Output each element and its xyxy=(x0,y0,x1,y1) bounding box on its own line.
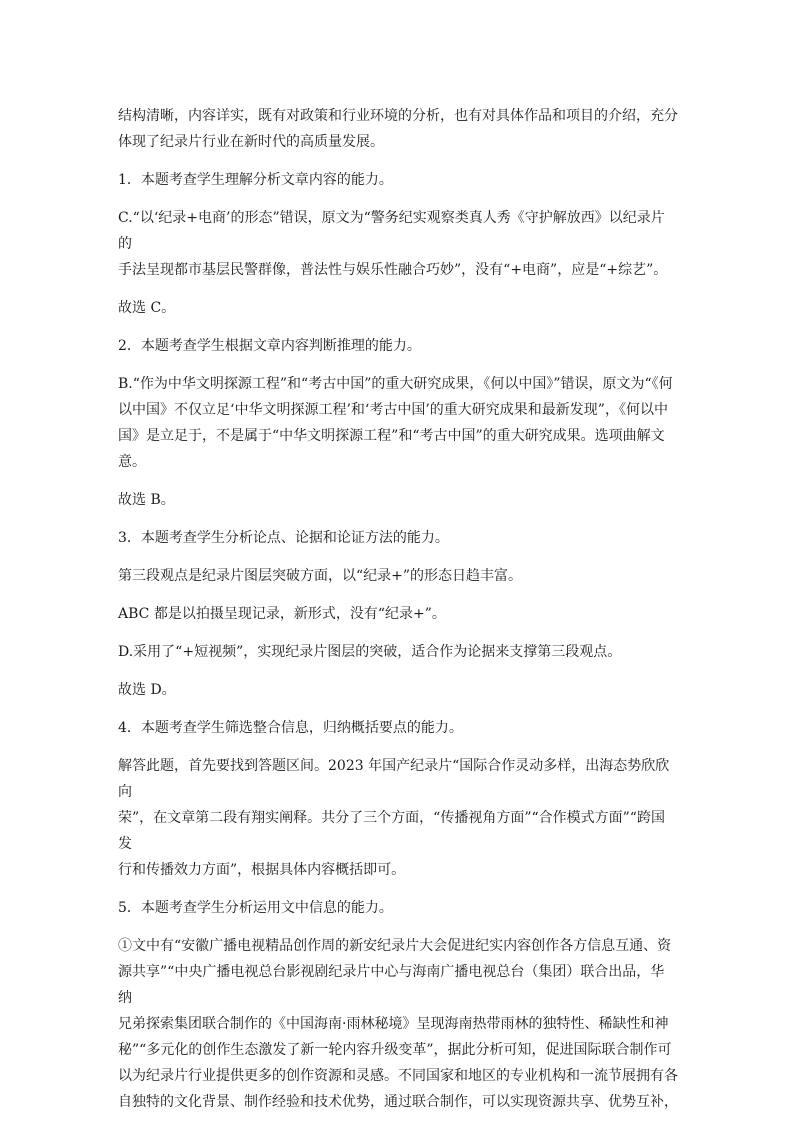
text-line: 3．本题考查学生分析论点、论据和论证方法的能力。 xyxy=(118,530,449,546)
paragraph xyxy=(118,205,678,283)
paragraph xyxy=(118,371,678,475)
text-line: 荣”，在文章第二段有翔实阐释。共分了三个方面，“传播视角方面”“合作模式方面”“跨国发 xyxy=(118,810,665,852)
paragraph xyxy=(118,333,678,359)
text-line: 故选 B。 xyxy=(118,492,175,508)
paragraph xyxy=(118,677,678,703)
text-line: 自独特的文化背景、制作经验和技术优势，通过联合制作，可以实现资源共享、优势互补， xyxy=(118,1094,678,1110)
text-line: 体现了纪录片行业在新时代的高质量发展。 xyxy=(118,134,384,150)
text-line: 1．本题考查学生理解分析文章内容的能力。 xyxy=(118,172,393,188)
paragraph xyxy=(118,487,678,513)
text-line: 兄弟探索集团联合制作的《中国海南·雨林秘境》呈现海南热带雨林的独特性、稀缺性和神 xyxy=(118,1016,669,1032)
paragraph xyxy=(118,895,678,921)
text-line: 以中国》不仅立足‘中华文明探源工程’和‘考古中国’的重大研究成果和最新发现”，《何以中 xyxy=(118,402,668,418)
text-line: 第三段观点是纪录片图层突破方面，以“纪录+”的形态日趋丰富。 xyxy=(118,568,523,584)
paragraph xyxy=(118,753,678,883)
paragraph xyxy=(118,933,678,1115)
text-line: 手法呈现都市基层民警群像，普法性与娱乐性融合巧妙”，没有“+电商”，应是“+综艺”。 xyxy=(118,262,668,278)
paragraph xyxy=(118,563,678,589)
text-line: D.采用了“+短视频”，实现纪录片图层的突破，适合作为论据来支撑第三段观点。 xyxy=(118,644,622,660)
text-line: 2．本题考查学生根据文章内容判断推理的能力。 xyxy=(118,338,421,354)
text-line: B.“作为中华文明探源工程”和“考古中国”的重大研究成果，《何以中国》”错误，原文为“《何 xyxy=(118,376,673,392)
text-line: 以为纪录片行业提供更多的创作资源和灵感。不同国家和地区的专业机构和一流节展拥有各 xyxy=(118,1068,678,1084)
text-line: 秘”“多元化的创作生态激发了新一轮内容升级变革”，据此分析可知，促进国际联合制作可 xyxy=(118,1042,672,1058)
text-line: ①文中有“安徽广播电视精品创作周的新安纪录片大会促进纪实内容创作各方信息互通、资 xyxy=(118,938,672,954)
text-line: 5．本题考查学生分析运用文中信息的能力。 xyxy=(118,900,393,916)
text-line: 源共享”“中央广播电视总台影视剧纪录片中心与海南广播电视总台（集团）联合出品，华纳 xyxy=(118,964,665,1006)
paragraph xyxy=(118,167,678,193)
text-line: 行和传播效力方面”，根据具体内容概括即可。 xyxy=(118,862,406,878)
document-body xyxy=(118,103,678,1127)
paragraph xyxy=(118,639,678,665)
text-line: 故选 C。 xyxy=(118,300,176,316)
text-line: 4．本题考查学生筛选整合信息，归纳概括要点的能力。 xyxy=(118,720,463,736)
paragraph xyxy=(118,601,678,627)
text-line: C.“以‘纪录+电商’的形态”错误，原文为“警务纪实观察类真人秀《守护解放西》以纪录片的 xyxy=(118,210,665,252)
text-line: 国》是立足于，不是属于“中华文明探源工程”和“考古中国”的重大研究成果。选项曲解文意。 xyxy=(118,428,665,470)
paragraph xyxy=(118,103,678,155)
text-line: 结构清晰，内容详实，既有对政策和行业环境的分析，也有对具体作品和项目的介绍，充分 xyxy=(118,108,678,124)
paragraph xyxy=(118,715,678,741)
text-line: ABC 都是以拍摄呈现记录，新形式，没有“纪录+”。 xyxy=(118,606,446,622)
text-line: 故选 D。 xyxy=(118,682,176,698)
paragraph xyxy=(118,525,678,551)
text-line: 解答此题，首先要找到答题区间。2023 年国产纪录片“国际合作灵动多样，出海态势欣欣向 xyxy=(118,758,670,800)
paragraph xyxy=(118,295,678,321)
